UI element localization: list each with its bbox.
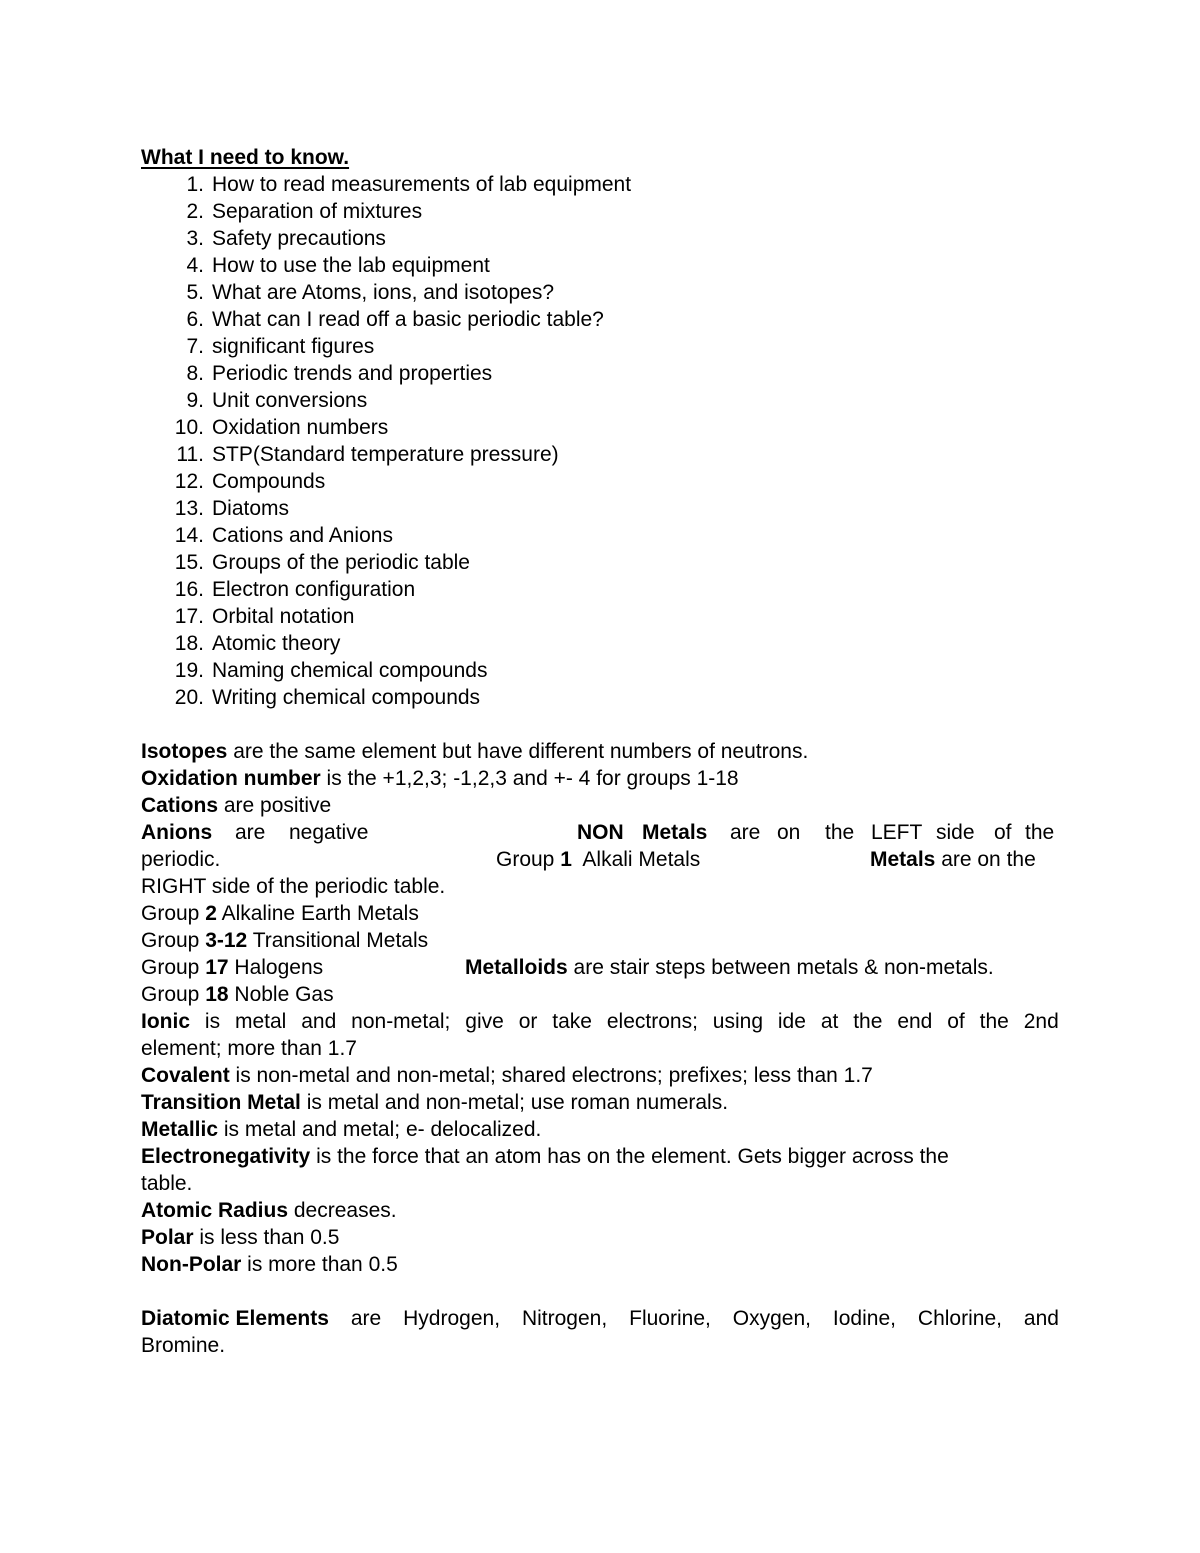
group17-number: 17 [205, 956, 229, 979]
term-metals-word: Metals [642, 821, 708, 844]
group17-prefix: Group [141, 956, 206, 979]
list-number: 9. [186, 389, 204, 412]
note-group17-metalloids [141, 954, 1059, 981]
list-item [141, 387, 1059, 414]
list-text: significant figures [212, 335, 375, 358]
ionic-word: is [204, 1010, 221, 1033]
term-diatomic: Diatomic Elements [141, 1307, 329, 1330]
diatomic-word: Oxygen, [732, 1307, 811, 1330]
term-metals: Metals [870, 848, 936, 871]
nonmetals-word: on [777, 821, 801, 844]
list-item [141, 495, 1059, 522]
list-number: 16. [174, 578, 204, 601]
term-polar: Polar [141, 1226, 194, 1249]
term-oxidation: Oxidation number [141, 767, 321, 790]
ionic-word: the [853, 1010, 883, 1033]
list-text: Unit conversions [212, 389, 368, 412]
metalloids-line [465, 954, 994, 981]
note-atomic-radius [141, 1197, 1059, 1224]
list-item [141, 630, 1059, 657]
note-group3 [141, 927, 1059, 954]
list-item [141, 684, 1059, 711]
list-text: What are Atoms, ions, and isotopes? [212, 281, 555, 304]
list-text: What can I read off a basic periodic table? [212, 308, 604, 331]
list-number: 2. [186, 200, 204, 223]
note-cations [141, 792, 1059, 819]
note-polar [141, 1224, 1059, 1251]
note-electronegativity-line2: table. [141, 1172, 193, 1195]
list-text: Writing chemical compounds [212, 686, 481, 709]
group1-prefix: Group [496, 848, 561, 871]
nonmetals-group [577, 819, 624, 846]
def-metallic: is metal and metal; e- delocalized. [218, 1118, 542, 1141]
list-item [141, 279, 1059, 306]
list-number: 6. [186, 308, 204, 331]
nonmetals-word: side [936, 821, 975, 844]
list-number: 10. [174, 416, 204, 439]
def-covalent: is non-metal and non-metal; shared electrons; prefixes; less than 1.7 [229, 1064, 873, 1087]
ionic-word: or [518, 1010, 538, 1033]
list-item [141, 441, 1059, 468]
list-item [141, 468, 1059, 495]
list-number: 13. [174, 497, 204, 520]
page-heading: What I need to know. [141, 146, 350, 169]
list-text: Orbital notation [212, 605, 355, 628]
note-periodic-group1-metals [141, 846, 1059, 873]
diatomic-word: Fluorine, [629, 1307, 711, 1330]
list-text: Cations and Anions [212, 524, 393, 547]
diatomic-word: are [350, 1307, 382, 1330]
list-text: Periodic trends and properties [212, 362, 493, 385]
ionic-word: of [947, 1010, 965, 1033]
list-number: 12. [174, 470, 204, 493]
term-anions: Anions [141, 821, 213, 844]
list-item [141, 360, 1059, 387]
anions-group [141, 819, 212, 846]
list-number: 20. [174, 686, 204, 709]
group3-prefix: Group [141, 929, 206, 952]
list-item [141, 603, 1059, 630]
list-item [141, 171, 1059, 198]
def-polar: is less than 0.5 [193, 1226, 340, 1249]
list-number: 15. [174, 551, 204, 574]
ionic-word: 2nd [1023, 1010, 1059, 1033]
term-covalent: Covalent [141, 1064, 230, 1087]
term-electronegativity: Electronegativity [141, 1145, 311, 1168]
group1-line [496, 846, 700, 873]
term-non: NON [577, 821, 624, 844]
note-isotopes [141, 738, 1059, 765]
list-item [141, 225, 1059, 252]
note-group2 [141, 900, 1059, 927]
note-anions-nonmetals [141, 819, 1059, 846]
ionic-word: and [301, 1010, 337, 1033]
def-oxidation: is the +1,2,3; -1,2,3 and +- 4 for groups 1-18 [320, 767, 739, 790]
list-text: Safety precautions [212, 227, 386, 250]
term-cations: Cations [141, 794, 219, 817]
def-atomic-radius: decreases. [288, 1199, 397, 1222]
diatomic-word: Hydrogen, [403, 1307, 501, 1330]
nonmetals-word: the [1025, 821, 1055, 844]
group2-prefix: Group [141, 902, 206, 925]
note-diatomic-line2: Bromine. [141, 1334, 226, 1357]
nonmetals-term2-wrap [642, 819, 707, 846]
list-text: Separation of mixtures [212, 200, 423, 223]
list-item [141, 252, 1059, 279]
list-item [141, 198, 1059, 225]
list-text: Electron configuration [212, 578, 416, 601]
ionic-word: take [552, 1010, 592, 1033]
nonmetals-word: are [730, 821, 761, 844]
list-text: Compounds [212, 470, 326, 493]
ionic-word: metal [234, 1010, 287, 1033]
note-transition [141, 1089, 1059, 1116]
list-number: 14. [174, 524, 204, 547]
def-nonpolar: is more than 0.5 [241, 1253, 398, 1276]
list-item [141, 414, 1059, 441]
def-cations: are positive [218, 794, 332, 817]
list-text: Naming chemical compounds [212, 659, 488, 682]
nonmetals-word: the [825, 821, 855, 844]
ionic-word: ide [777, 1010, 806, 1033]
anions-word-are: are [235, 821, 266, 844]
group17-name: Halogens [228, 956, 324, 979]
group17-line [141, 954, 323, 981]
def-metals: are on the [935, 848, 1036, 871]
anions-word-negative: negative [289, 821, 369, 844]
diatomic-word: Iodine, [832, 1307, 896, 1330]
note-ionic-line1 [141, 1008, 1059, 1035]
note-ionic-line2: element; more than 1.7 [141, 1037, 357, 1060]
note-covalent [141, 1062, 1059, 1089]
nonmetals-word: LEFT [871, 821, 923, 844]
term-isotopes: Isotopes [141, 740, 228, 763]
note-metallic [141, 1116, 1059, 1143]
def-electronegativity: is the force that an atom has on the element. Gets bigger across the [310, 1145, 949, 1168]
document-page [141, 144, 1059, 1359]
ionic-word: end [897, 1010, 933, 1033]
list-item [141, 576, 1059, 603]
note-nonpolar [141, 1251, 1059, 1278]
list-number: 18. [174, 632, 204, 655]
list-text: How to use the lab equipment [212, 254, 490, 277]
note-electronegativity [141, 1143, 1059, 1170]
list-text: Diatoms [212, 497, 290, 520]
term-ionic: Ionic [141, 1010, 191, 1033]
term-metalloids: Metalloids [465, 956, 568, 979]
heading-block [141, 144, 1059, 171]
list-item [141, 657, 1059, 684]
nonmetals-word: of [994, 821, 1012, 844]
group2-name: Alkaline Earth Metals [216, 902, 419, 925]
list-text: Oxidation numbers [212, 416, 389, 439]
term-atomic-radius: Atomic Radius [141, 1199, 289, 1222]
ionic-word: the [979, 1010, 1009, 1033]
list-text: Atomic theory [212, 632, 341, 655]
def-isotopes: are the same element but have different numbers of neutrons. [227, 740, 809, 763]
group18-name: Noble Gas [228, 983, 334, 1006]
note-right-side: RIGHT side of the periodic table. [141, 875, 446, 898]
ionic-word: using [712, 1010, 763, 1033]
list-number: 19. [174, 659, 204, 682]
periodic-word: periodic. [141, 848, 221, 871]
term-nonpolar: Non-Polar [141, 1253, 242, 1276]
list-number: 11. [176, 443, 204, 466]
list-number: 4. [186, 254, 204, 277]
group3-name: Transitional Metals [247, 929, 429, 952]
group18-prefix: Group [141, 983, 206, 1006]
topics-list [141, 171, 1059, 711]
note-group18 [141, 981, 1059, 1008]
term-transition: Transition Metal [141, 1091, 301, 1114]
list-number: 5. [186, 281, 204, 304]
group2-number: 2 [205, 902, 217, 925]
list-text: Groups of the periodic table [212, 551, 470, 574]
term-metallic: Metallic [141, 1118, 219, 1141]
ionic-word: electrons; [606, 1010, 698, 1033]
list-number: 17. [174, 605, 204, 628]
list-number: 7. [186, 335, 204, 358]
list-text: How to read measurements of lab equipment [212, 173, 632, 196]
metals-line [870, 846, 1036, 873]
def-metalloids: are stair steps between metals & non-metals. [567, 956, 994, 979]
ionic-word: at [820, 1010, 839, 1033]
list-number: 3. [186, 227, 204, 250]
group18-number: 18 [205, 983, 229, 1006]
list-number: 1. [186, 173, 204, 196]
def-transition: is metal and non-metal; use roman numerals. [300, 1091, 729, 1114]
group3-number: 3-12 [205, 929, 248, 952]
list-item [141, 306, 1059, 333]
group1-name: Alkali Metals [571, 848, 701, 871]
list-item [141, 333, 1059, 360]
diatomic-word: and [1023, 1307, 1059, 1330]
note-oxidation [141, 765, 1059, 792]
list-text: STP(Standard temperature pressure) [212, 443, 559, 466]
ionic-word: give [465, 1010, 504, 1033]
list-number: 8. [186, 362, 204, 385]
group1-number: 1 [560, 848, 572, 871]
list-item [141, 549, 1059, 576]
list-item [141, 522, 1059, 549]
ionic-word: non-metal; [351, 1010, 451, 1033]
diatomic-word: Chlorine, [917, 1307, 1002, 1330]
note-diatomic-line1 [141, 1305, 1059, 1332]
diatomic-word: Nitrogen, [521, 1307, 608, 1330]
